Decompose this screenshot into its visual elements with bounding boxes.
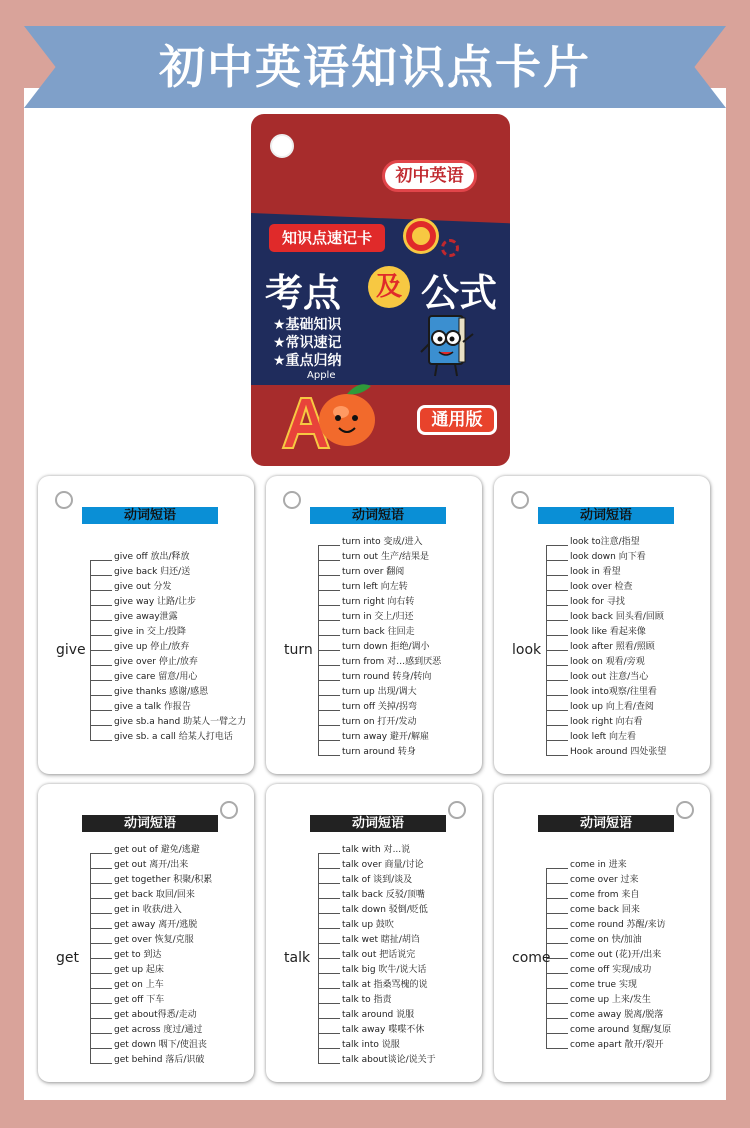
phrase-item: look on 观看/旁观	[570, 657, 645, 667]
phrase-item: come out (花)开/出来	[570, 950, 662, 960]
phrase-item: talk back 反驳/顶嘴	[342, 890, 425, 900]
card-heading: 动词短语	[310, 815, 446, 832]
phrase-item: get on 上车	[114, 980, 164, 990]
phrase-item: get behind 落后/识破	[114, 1055, 205, 1065]
phrase-item: turn left 向左转	[342, 582, 408, 592]
phrase-item: talk to 指责	[342, 995, 392, 1005]
verb-label: get	[56, 950, 79, 966]
phrase-item: get across 度过/通过	[114, 1025, 203, 1035]
phrase-item: turn down 拒绝/调小	[342, 642, 430, 652]
phrase-card-get	[38, 784, 254, 1082]
phrase-item: get off 下车	[114, 995, 165, 1005]
phrase-item: turn from 对…感到厌恶	[342, 657, 442, 667]
card-hole-icon	[283, 491, 301, 509]
phrase-item: look like 看起来像	[570, 627, 646, 637]
phrase-item: get away 离开/逃脱	[114, 920, 198, 930]
phrase-item: give off 放出/释放	[114, 552, 190, 562]
cover-tag: 知识点速记卡	[269, 224, 385, 252]
phrase-item: talk big 吹牛/说大话	[342, 965, 427, 975]
phrase-item: give back 归还/送	[114, 567, 191, 577]
page-title: 初中英语知识点卡片	[159, 40, 591, 94]
phrase-item: look out 注意/当心	[570, 672, 649, 682]
phrase-item: Hook around 四处张望	[570, 747, 667, 757]
phrase-item: give way 让路/让步	[114, 597, 197, 607]
phrase-item: look right 向右看	[570, 717, 643, 727]
phrase-item: talk into 说服	[342, 1040, 400, 1050]
phrase-item: look back 回头看/回顾	[570, 612, 664, 622]
phrase-item: come true 实现	[570, 980, 637, 990]
verb-label: give	[56, 642, 86, 658]
verb-label: come	[512, 950, 551, 966]
cover-title-mid: 及	[368, 266, 410, 308]
phrase-item: look for 寻找	[570, 597, 625, 607]
cover-badge: 初中英语	[382, 160, 477, 192]
phrase-item: turn in 交上/归还	[342, 612, 414, 622]
phrase-card-give	[38, 476, 254, 774]
phrase-item: give out 分发	[114, 582, 172, 592]
cover-feature: ★常识速记	[273, 335, 342, 351]
apple-label: Apple	[307, 370, 336, 381]
phrase-item: give thanks 感谢/感恩	[114, 687, 209, 697]
phrase-card-come	[494, 784, 710, 1082]
card-heading: 动词短语	[538, 815, 674, 832]
phrase-item: turn on 打开/发动	[342, 717, 417, 727]
phrase-item: turn away 避开/解雇	[342, 732, 429, 742]
card-hole-icon	[676, 801, 694, 819]
card-heading: 动词短语	[310, 507, 446, 524]
phrase-item: give a talk 作报告	[114, 702, 191, 712]
phrase-item: give up 停止/放弃	[114, 642, 190, 652]
cover-feature: ★基础知识	[273, 317, 342, 333]
phrase-item: get out of 避免/逃避	[114, 845, 200, 855]
phrase-item: give away泄露	[114, 612, 178, 622]
phrase-item: come away 脱离/脱落	[570, 1010, 664, 1020]
phrase-item: come in 进来	[570, 860, 627, 870]
phrase-item: look down 向下看	[570, 552, 646, 562]
phrase-item: come on 快/加油	[570, 935, 642, 945]
phrase-item: turn off 关掉/拐弯	[342, 702, 417, 712]
phrase-card-talk	[266, 784, 482, 1082]
phrase-item: turn out 生产/结果是	[342, 552, 429, 562]
cover-title-right: 公式	[421, 271, 498, 315]
verb-label: look	[512, 642, 542, 658]
verb-label: talk	[284, 950, 311, 966]
phrase-item: get to 到达	[114, 950, 162, 960]
phrase-item: look into观察/往里看	[570, 687, 657, 697]
book-character-icon	[417, 312, 477, 382]
phrase-item: look to注意/指望	[570, 537, 640, 547]
phrase-item: turn back 往回走	[342, 627, 415, 637]
phrase-item: come round 苏醒/来访	[570, 920, 666, 930]
cover-feature: ★重点归纳	[273, 353, 342, 369]
phrase-item: come up 上来/发生	[570, 995, 651, 1005]
phrase-card-look	[494, 476, 710, 774]
phrase-item: come back 回来	[570, 905, 640, 915]
phrase-item: talk of 谈到/谈及	[342, 875, 413, 885]
phrase-item: talk over 商量/讨论	[342, 860, 424, 870]
phrase-item: talk down 驳倒/贬低	[342, 905, 428, 915]
phrase-item: look up 向上看/查阅	[570, 702, 654, 712]
phrase-item: turn round 转身/转向	[342, 672, 432, 682]
phrase-item: get back 取回/回来	[114, 890, 195, 900]
phrase-item: talk up 鼓吹	[342, 920, 394, 930]
phrase-item: come from 来自	[570, 890, 640, 900]
phrase-item: look over 检查	[570, 582, 633, 592]
bracket-line	[90, 853, 91, 1063]
cover-card	[251, 114, 510, 466]
phrase-item: come around 复醒/复原	[570, 1025, 672, 1035]
card-hole-icon	[511, 491, 529, 509]
phrase-item: get down 咽下/使沮丧	[114, 1040, 207, 1050]
phrase-item: turn over 翻阅	[342, 567, 405, 577]
card-heading: 动词短语	[538, 507, 674, 524]
phrase-item: get about得悉/走动	[114, 1010, 197, 1020]
bracket-line	[546, 545, 547, 755]
phrase-item: look after 照看/照顾	[570, 642, 655, 652]
phrase-item: get over 恢复/克服	[114, 935, 194, 945]
phrase-item: talk away 喋喋不休	[342, 1025, 425, 1035]
phrase-item: come apart 散开/裂开	[570, 1040, 664, 1050]
phrase-item: talk at 指桑骂槐的说	[342, 980, 428, 990]
cover-title-left: 考点	[265, 271, 342, 315]
phrase-item: talk about谈论/说关于	[342, 1055, 436, 1065]
phrase-item: talk out 把话说完	[342, 950, 416, 960]
gear-icon	[441, 239, 459, 257]
cover-title	[265, 262, 505, 315]
card-hole-icon	[55, 491, 73, 509]
phrase-item: turn up 出现/调大	[342, 687, 417, 697]
phrase-item: talk around 说服	[342, 1010, 415, 1020]
phrase-item: get up 起床	[114, 965, 164, 975]
apple-mascot-icon	[275, 372, 385, 452]
card-hole-icon	[270, 134, 294, 158]
phrase-item: talk with 对...说	[342, 845, 411, 855]
phrase-item: come off 实现/成功	[570, 965, 652, 975]
phrase-item: give sb.a hand 助某人一臂之力	[114, 717, 247, 727]
card-hole-icon	[220, 801, 238, 819]
edition-badge: 通用版	[417, 405, 497, 435]
phrase-item: look left 向左看	[570, 732, 637, 742]
card-heading: 动词短语	[82, 815, 218, 832]
phrase-item: give over 停止/放弃	[114, 657, 198, 667]
phrase-item: turn around 转身	[342, 747, 416, 757]
phrase-item: talk wet 瞎扯/胡诌	[342, 935, 420, 945]
phrase-item: turn into 变成/进入	[342, 537, 423, 547]
bracket-line	[318, 545, 319, 755]
bracket-line	[90, 560, 91, 740]
phrase-item: get out 离开/出来	[114, 860, 189, 870]
gear-icon	[406, 221, 436, 251]
phrase-item: turn right 向右转	[342, 597, 415, 607]
verb-label: turn	[284, 642, 313, 658]
phrase-item: give care 留意/用心	[114, 672, 198, 682]
phrase-item: give sb. a call 给某人打电话	[114, 732, 233, 742]
phrase-item: get in 收获/进入	[114, 905, 182, 915]
phrase-item: get together 积聚/积累	[114, 875, 213, 885]
phrase-item: look in 看望	[570, 567, 621, 577]
phrase-item: give in 交上/投降	[114, 627, 187, 637]
card-heading: 动词短语	[82, 507, 218, 524]
card-hole-icon	[448, 801, 466, 819]
phrase-card-turn	[266, 476, 482, 774]
phrase-item: come over 过来	[570, 875, 639, 885]
bracket-line	[318, 853, 319, 1063]
